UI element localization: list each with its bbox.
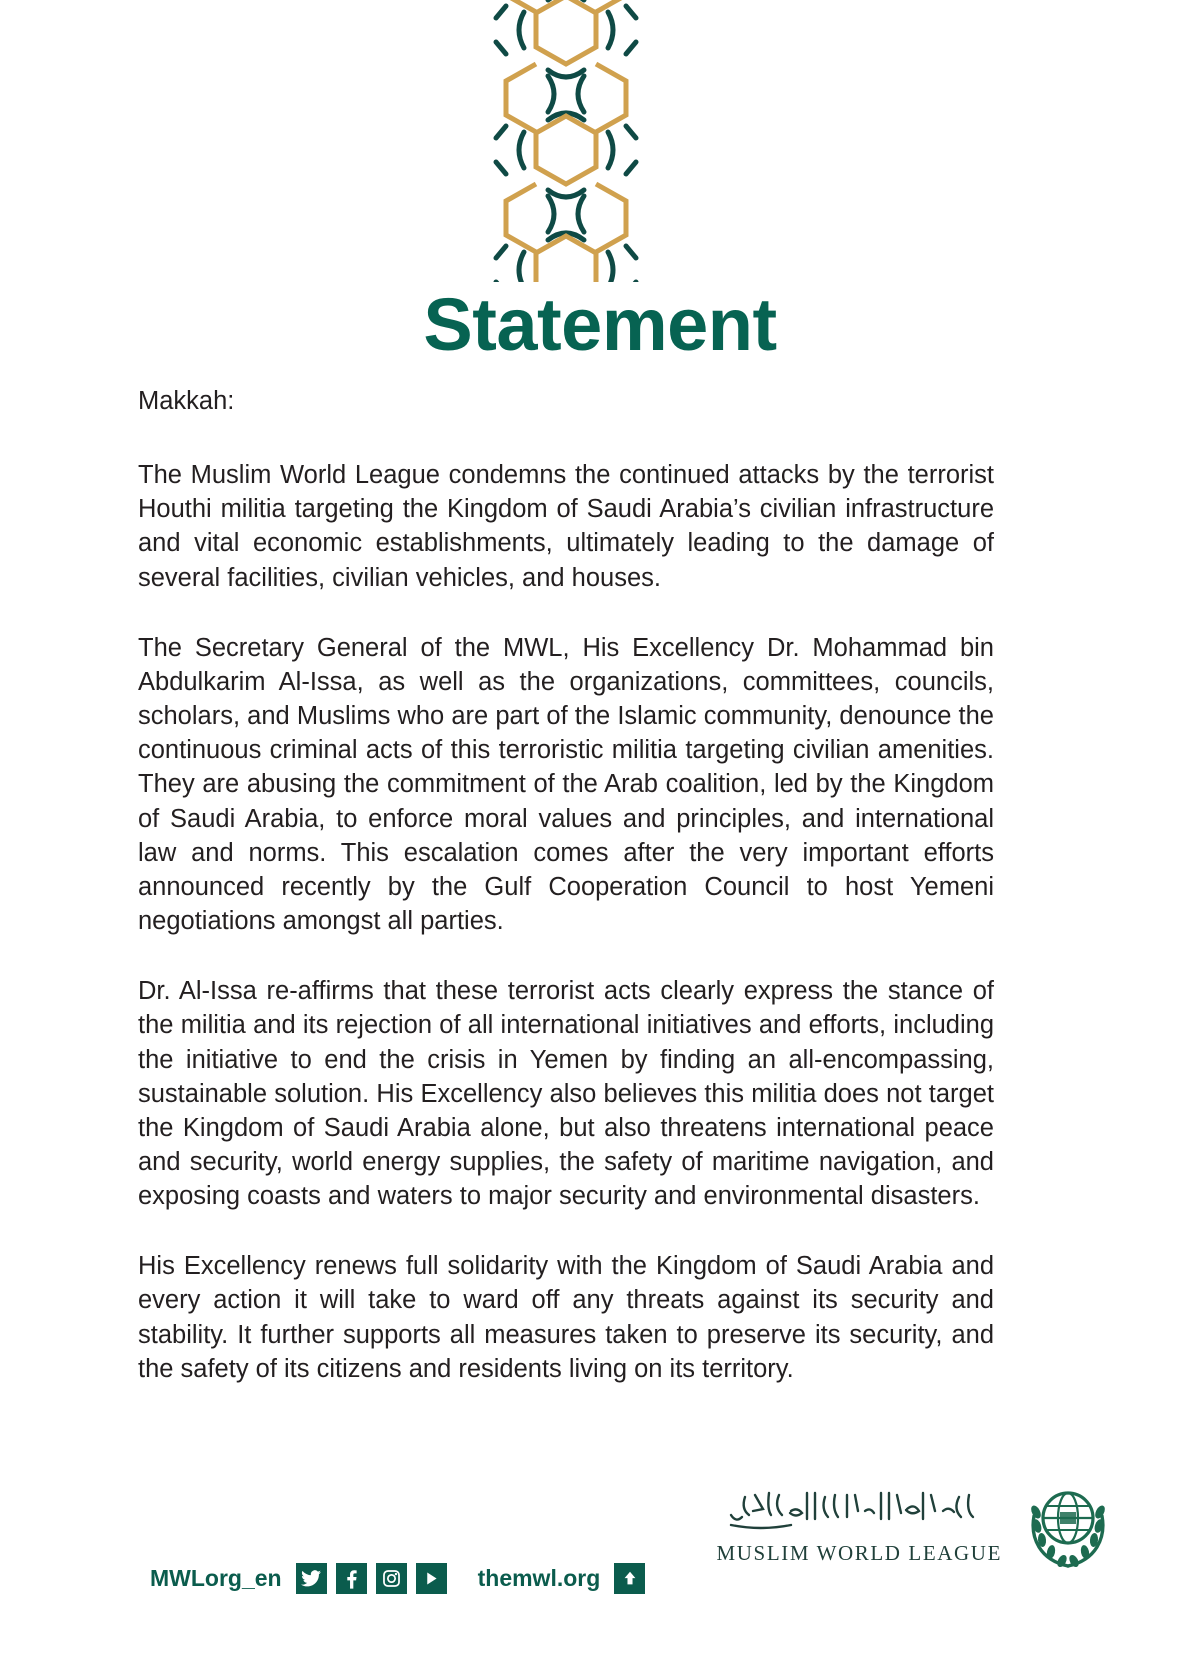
paragraph: His Excellency renews full solidarity with the Kingdom of Saudi Arabia and every action it will take to ward off any threats against its security and stability. It further supports all measures taken to preserve its security, and the safety of its citizens and residents living on its territory. [138,1252,994,1383]
mwl-logo [717,1482,1113,1570]
page-title: Statement [423,283,777,366]
dateline: Makkah: [138,387,235,415]
page-footer [0,1384,1200,1674]
twitter-icon[interactable] [296,1563,327,1594]
arabic-calligraphy-icon [725,1487,993,1531]
paragraph: The Muslim World League condemns the continued attacks by the terrorist Houthi militia targeting the Kingdom of Saudi Arabia’s civilian infrastructure and vital economic establishments, ultimately leading to the damage of several facilities, civilian vehicles, and houses. [138,461,994,592]
paragraph: The Secretary General of the MWL, His Excellency Dr. Mohammad bin Abdulkarim Al-Issa, as well as the organizations, committees, councils, scholars, and Muslims who are part of the Islamic community, denounce the continuous criminal acts of this terroristic militia targeting civilian amenities. They are abusing the commitment of the Arab coalition, led by the Kingdom of Saudi Arabia, to enforce moral values and principles, and international law and norms. This escalation comes after the very important efforts announced recently by the Gulf Cooperation Council to host Yemeni negotiations amongst all parties. [138,633,994,936]
website-icon[interactable] [614,1563,645,1594]
social-handle: MWLorg_en [150,1565,282,1591]
youtube-icon[interactable] [416,1563,447,1594]
facebook-icon[interactable] [336,1563,367,1594]
paragraph: Dr. Al-Issa re-affirms that these terrorist acts clearly express the stance of the militia and its rejection of all international initiatives and efforts, including the initiative to end the crisis in Yemen by finding an all-encompassing, sustainable solution. His Excellency also believes this militia does not target the Kingdom of Saudi Arabia alone, but also threatens international peace and security, world energy supplies, the safety of maritime navigation, and exposing coasts and waters to major security and environmental disasters. [138,977,994,1211]
statement-body [138,384,994,1386]
instagram-icon[interactable] [376,1563,407,1594]
mwl-logo-text [717,1487,1003,1566]
islamic-geometric-pattern-icon [486,0,646,282]
website-label: themwl.org [477,1565,601,1591]
mwl-logo-english: MUSLIM WORLD LEAGUE [716,1540,1002,1565]
globe-wreath-emblem-icon [1024,1482,1112,1570]
social-links [150,1563,645,1594]
